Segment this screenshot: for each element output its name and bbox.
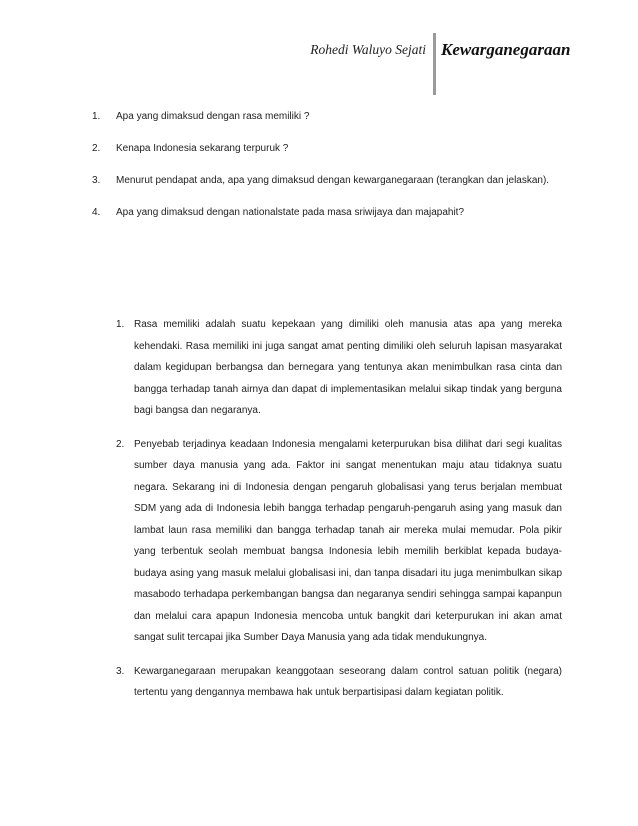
header-author: Rohedi Waluyo Sejati bbox=[310, 42, 426, 57]
answer-text: Penyebab terjadinya keadaan Indonesia mengalami keterpurukan bisa dilihat dari segi kualitas sumber daya manusia yang ada. Faktor ini sangat menentukan maju atau tidaknya suatu negara. Sekarang ini di Indonesia dengan pengaruh globalisasi yang terus berjalan membuat SDM yang ada di Indonesia lebih bangga terhadap pengaruh-pengaruh asing yang masuk dan lambat laun rasa memiliki dan bangga terhadap tanah air mereka mulai memudar. Pola pikir yang terbentuk seolah membuat bangsa Indonesia lebih memilih berkiblat kepada budaya-budaya asing yang masuk melalui globalisasi ini, dan tanpa disadari itu juga menimbulkan sikap masabodo terhadapa perkembangan bangsa dan negaranya sendiri sehingga sampai kapanpun dan melalui cara apapun Indonesia mencoba untuk bangkit dari keterpurukan ini akan amat sangat sulit tercapai jika Sumber Daya Manusia yang ada tidak mendukungnya. bbox=[134, 438, 562, 643]
question-text: Apa yang dimaksud dengan nationalstate pada masa sriwijaya dan majapahit? bbox=[116, 207, 465, 218]
question-number: 3. bbox=[92, 175, 101, 186]
question-item bbox=[92, 170, 562, 191]
question-item bbox=[92, 202, 562, 223]
header-title: Kewarganegaraan bbox=[441, 40, 571, 59]
answer-text: Kewarganegaraan merupakan keanggotaan seseorang dalam control satuan politik (negara) tertentu yang dengannya membawa hak untuk berpartisipasi dalam kegiatan politik. bbox=[134, 665, 562, 698]
header-divider bbox=[433, 33, 436, 95]
answer-item bbox=[116, 434, 562, 649]
question-text: Apa yang dimaksud dengan rasa memiliki ? bbox=[116, 111, 310, 122]
answer-number: 3. bbox=[116, 665, 125, 677]
question-item bbox=[92, 138, 562, 159]
question-number: 4. bbox=[92, 207, 101, 218]
answer-item bbox=[116, 661, 562, 704]
answer-item bbox=[116, 314, 562, 422]
answer-list bbox=[116, 314, 562, 716]
question-number: 2. bbox=[92, 143, 101, 154]
question-text: Kenapa Indonesia sekarang terpuruk ? bbox=[116, 143, 289, 154]
question-number: 1. bbox=[92, 111, 101, 122]
answer-text: Rasa memiliki adalah suatu kepekaan yang dimiliki oleh manusia atas apa yang mereka kehendaki. Rasa memiliki ini juga sangat amat penting dimiliki oleh seluruh lapisan masyarakat dalam kegidupan berbangsa dan bernegara yang tentunya akan menimbulkan rasa cinta dan bangga terhadap tanah airnya dan dapat di implementasikan melalui sikap tindak yang berguna bagi bangsa dan negaranya. bbox=[134, 319, 562, 416]
answer-number: 1. bbox=[116, 319, 125, 330]
question-list bbox=[92, 106, 562, 234]
question-item bbox=[92, 106, 562, 127]
answer-number: 2. bbox=[116, 438, 125, 450]
question-text: Menurut pendapat anda, apa yang dimaksud dengan kewarganegaraan (terangkan dan jelaskan). bbox=[116, 175, 550, 186]
